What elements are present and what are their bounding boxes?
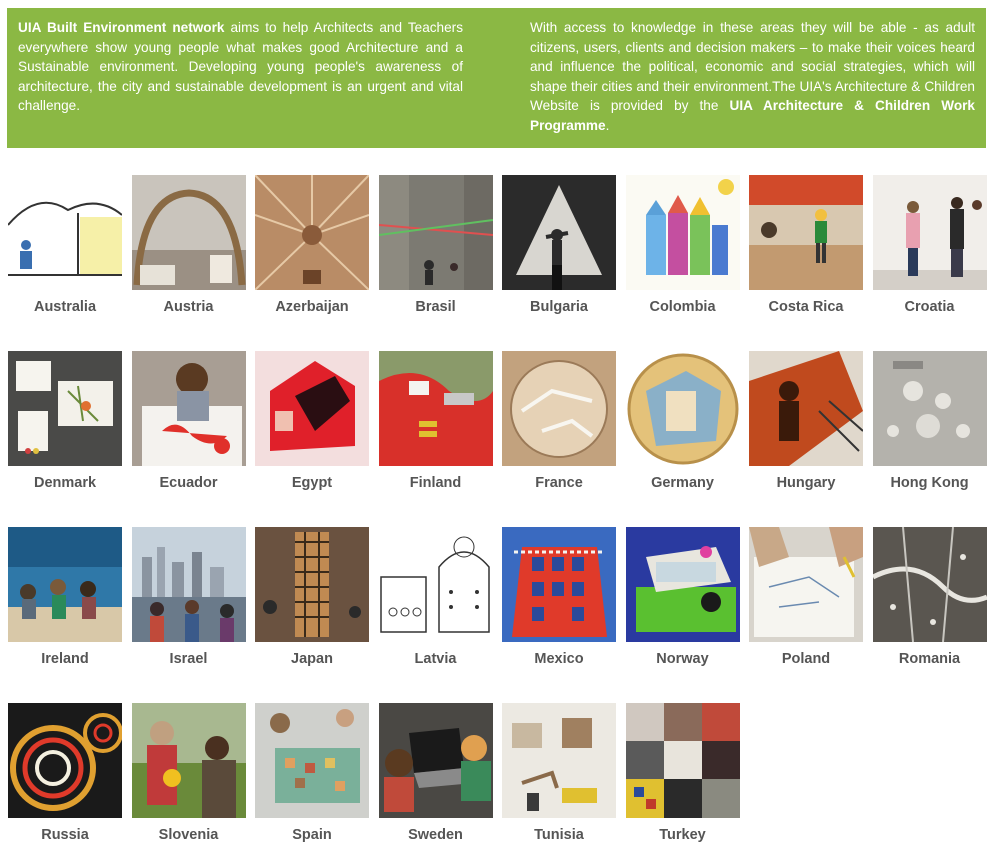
- country-thumbnail[interactable]: [8, 527, 122, 642]
- country-label[interactable]: Bulgaria: [529, 299, 588, 315]
- country-label[interactable]: Brasil: [415, 299, 456, 315]
- country-label[interactable]: Poland: [781, 651, 831, 667]
- country-link-slovenia[interactable]: [132, 703, 246, 843]
- country-link-spain[interactable]: [255, 703, 369, 843]
- country-link-germany[interactable]: [626, 351, 740, 491]
- country-link-ireland[interactable]: [8, 527, 122, 667]
- country-thumbnail[interactable]: [873, 527, 987, 642]
- country-link-bulgaria[interactable]: [502, 175, 616, 315]
- country-thumbnail[interactable]: [873, 175, 987, 290]
- country-link-brasil[interactable]: [379, 175, 493, 315]
- country-thumbnail[interactable]: [255, 527, 369, 642]
- country-link-tunisia[interactable]: [502, 703, 616, 843]
- country-link-mexico[interactable]: [502, 527, 616, 667]
- country-link-croatia[interactable]: [873, 175, 987, 315]
- country-link-denmark[interactable]: [8, 351, 122, 491]
- work-programme-link[interactable]: UIA Architecture & Children Work Programme: [530, 98, 975, 133]
- intro-text-right: [530, 18, 975, 148]
- country-link-ecuador[interactable]: [132, 351, 246, 491]
- country-thumbnail[interactable]: [502, 703, 616, 818]
- country-label[interactable]: Finland: [409, 475, 462, 491]
- country-label[interactable]: Spain: [292, 827, 332, 843]
- country-thumbnail[interactable]: [132, 351, 246, 466]
- country-thumbnail[interactable]: [255, 703, 369, 818]
- country-link-romania[interactable]: [873, 527, 987, 667]
- country-link-austria[interactable]: [132, 175, 246, 315]
- intro-text-left: [18, 18, 463, 148]
- country-thumbnail[interactable]: [626, 527, 740, 642]
- country-label[interactable]: Sweden: [408, 827, 463, 843]
- country-label[interactable]: Denmark: [33, 475, 97, 491]
- country-label[interactable]: Turkey: [659, 827, 706, 843]
- country-label[interactable]: Hong Kong: [890, 475, 969, 491]
- country-label[interactable]: Israel: [169, 651, 208, 667]
- country-thumbnail[interactable]: [626, 351, 740, 466]
- network-name: UIA Built Environment network: [18, 20, 225, 35]
- intro-text-right-body: With access to knowledge in these areas they will be able - as adult citizens, users, clients and decision makers – to make their voices heard and influence the political, economic and social strategies, which will shape their cities and their environment.The UIA's Architecture & Children Website is provided by the: [530, 20, 975, 113]
- country-thumbnail[interactable]: [255, 175, 369, 290]
- country-thumbnail[interactable]: [379, 527, 493, 642]
- country-thumbnail[interactable]: [132, 527, 246, 642]
- country-link-colombia[interactable]: [626, 175, 740, 315]
- country-thumbnail[interactable]: [255, 351, 369, 466]
- country-label[interactable]: Norway: [656, 651, 709, 667]
- country-label[interactable]: Hungary: [776, 475, 836, 491]
- country-label[interactable]: Mexico: [534, 651, 584, 667]
- country-thumbnail[interactable]: [626, 703, 740, 818]
- country-thumbnail[interactable]: [502, 527, 616, 642]
- intro-banner: [7, 8, 986, 148]
- intro-text-left-body: aims to help Architects and Teachers everywhere show young people what makes good Architecture and a Sustainable environment. Developing young people's awareness of architecture, the city and sustainable development is an urgent and vital challenge.: [18, 20, 463, 113]
- country-link-turkey[interactable]: [626, 703, 740, 843]
- country-label[interactable]: Romania: [898, 651, 961, 667]
- country-thumbnail[interactable]: [8, 351, 122, 466]
- country-link-costa-rica[interactable]: [749, 175, 863, 315]
- country-thumbnail[interactable]: [749, 527, 863, 642]
- country-thumbnail[interactable]: [132, 175, 246, 290]
- country-link-finland[interactable]: [379, 351, 493, 491]
- country-label[interactable]: Australia: [33, 299, 97, 315]
- country-link-egypt[interactable]: [255, 351, 369, 491]
- country-label[interactable]: Croatia: [904, 299, 955, 315]
- country-label[interactable]: Costa Rica: [768, 299, 844, 315]
- country-label[interactable]: Japan: [291, 651, 333, 667]
- country-link-hong-kong[interactable]: [873, 351, 987, 491]
- country-thumbnail[interactable]: [626, 175, 740, 290]
- country-link-sweden[interactable]: [379, 703, 493, 843]
- country-link-australia[interactable]: [8, 175, 122, 315]
- country-label[interactable]: Ireland: [41, 651, 89, 667]
- country-thumbnail[interactable]: [749, 351, 863, 466]
- country-thumbnail[interactable]: [502, 175, 616, 290]
- country-thumbnail[interactable]: [379, 351, 493, 466]
- country-label[interactable]: Slovenia: [158, 827, 219, 843]
- country-link-azerbaijan[interactable]: [255, 175, 369, 315]
- country-link-latvia[interactable]: [379, 527, 493, 667]
- country-link-russia[interactable]: [8, 703, 122, 843]
- intro-text-right-end: .: [605, 117, 610, 133]
- country-thumbnail[interactable]: [749, 175, 863, 290]
- country-thumbnail[interactable]: [379, 703, 493, 818]
- country-thumbnail[interactable]: [8, 175, 122, 290]
- country-label[interactable]: Egypt: [291, 475, 333, 491]
- country-thumbnail[interactable]: [8, 703, 122, 818]
- country-label[interactable]: France: [535, 475, 583, 491]
- country-label[interactable]: Austria: [163, 299, 214, 315]
- country-link-france[interactable]: [502, 351, 616, 491]
- country-link-israel[interactable]: [132, 527, 246, 667]
- country-label[interactable]: Latvia: [414, 651, 457, 667]
- country-thumbnail[interactable]: [379, 175, 493, 290]
- country-thumbnail[interactable]: [502, 351, 616, 466]
- country-link-norway[interactable]: [626, 527, 740, 667]
- country-thumbnail[interactable]: [132, 703, 246, 818]
- country-label[interactable]: Russia: [41, 827, 89, 843]
- country-label[interactable]: Colombia: [649, 299, 716, 315]
- country-label[interactable]: Germany: [651, 475, 714, 491]
- country-link-hungary[interactable]: [749, 351, 863, 491]
- country-link-japan[interactable]: [255, 527, 369, 667]
- country-thumbnail[interactable]: [873, 351, 987, 466]
- country-label[interactable]: Azerbaijan: [275, 299, 349, 315]
- country-label[interactable]: Ecuador: [159, 475, 218, 491]
- country-link-poland[interactable]: [749, 527, 863, 667]
- country-label[interactable]: Tunisia: [534, 827, 584, 843]
